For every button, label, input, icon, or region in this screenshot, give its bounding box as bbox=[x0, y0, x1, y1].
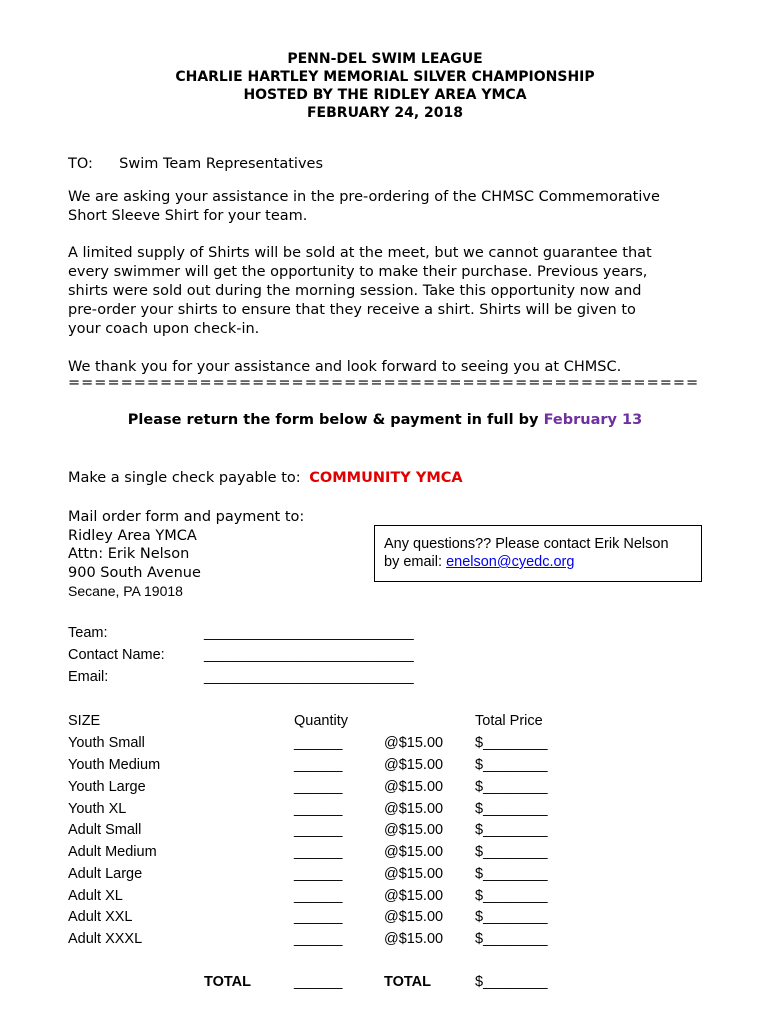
order-row-size: Youth Small bbox=[68, 735, 145, 751]
to-label: TO: bbox=[68, 156, 93, 172]
team-field[interactable]: __________________________ bbox=[204, 625, 414, 641]
total-label-price: TOTAL bbox=[384, 974, 431, 990]
contact-name-field[interactable]: __________________________ bbox=[204, 647, 414, 663]
order-row-total[interactable]: $________ bbox=[475, 735, 548, 751]
order-row-qty[interactable]: ______ bbox=[294, 844, 343, 860]
order-row-qty[interactable]: ______ bbox=[294, 909, 343, 925]
order-row-size: Adult XXL bbox=[68, 909, 133, 925]
questions-text: Any questions?? Please contact Erik Nelson bbox=[384, 536, 669, 552]
order-row-total[interactable]: $________ bbox=[475, 757, 548, 773]
order-row-total[interactable]: $________ bbox=[475, 779, 548, 795]
order-row-qty[interactable]: ______ bbox=[294, 779, 343, 795]
order-row-total[interactable]: $________ bbox=[475, 866, 548, 882]
team-label: Team: bbox=[68, 625, 108, 641]
paragraph-line: We are asking your assistance in the pre-ordering of the CHMSC Commemorative bbox=[68, 189, 660, 205]
total-price-header: Total Price bbox=[475, 713, 543, 729]
order-row-total[interactable]: $________ bbox=[475, 844, 548, 860]
paragraph-line: shirts were sold out during the morning session. Take this opportunity now and bbox=[68, 283, 642, 299]
order-row-price: @$15.00 bbox=[384, 866, 444, 882]
mail-city: Secane, PA 19018 bbox=[68, 583, 183, 599]
check-payable bbox=[68, 470, 463, 486]
order-row-size: Adult Large bbox=[68, 866, 143, 882]
order-row-price: @$15.00 bbox=[384, 801, 444, 817]
email-field[interactable]: __________________________ bbox=[204, 669, 414, 685]
check-payee: COMMUNITY YMCA bbox=[309, 470, 463, 486]
paragraph-line: pre-order your shirts to ensure that they receive a shirt. Shirts will be given to bbox=[68, 302, 636, 318]
paragraph-supply bbox=[68, 244, 708, 339]
deadline-date: February 13 bbox=[543, 412, 643, 428]
order-row-price: @$15.00 bbox=[384, 735, 444, 751]
order-row-price: @$15.00 bbox=[384, 909, 444, 925]
size-header: SIZE bbox=[68, 713, 101, 729]
order-row-size: Adult Medium bbox=[68, 844, 157, 860]
order-row-qty[interactable]: ______ bbox=[294, 757, 343, 773]
total-quantity-field[interactable]: ______ bbox=[294, 974, 343, 990]
header-championship: CHARLIE HARTLEY MEMORIAL SILVER CHAMPIONSHIP bbox=[175, 69, 595, 85]
order-row-total[interactable]: $________ bbox=[475, 801, 548, 817]
order-row-qty[interactable]: ______ bbox=[294, 822, 343, 838]
questions-prefix: by email: bbox=[384, 554, 443, 570]
paragraph-thanks: We thank you for your assistance and look forward to seeing you at CHMSC. bbox=[68, 359, 622, 375]
order-row-size: Adult Small bbox=[68, 822, 142, 838]
email-label: Email: bbox=[68, 669, 109, 685]
header-date: FEBRUARY 24, 2018 bbox=[306, 105, 464, 121]
mail-line: Attn: Erik Nelson bbox=[68, 546, 190, 562]
contact-email-link[interactable]: enelson@cyedc.org bbox=[446, 554, 575, 570]
mail-line: 900 South Avenue bbox=[68, 564, 201, 581]
deadline-notice bbox=[0, 412, 770, 428]
order-row-price: @$15.00 bbox=[384, 757, 444, 773]
order-row-size: Adult XXXL bbox=[68, 931, 143, 947]
order-row-qty[interactable]: ______ bbox=[294, 801, 343, 817]
order-row-price: @$15.00 bbox=[384, 844, 444, 860]
order-row-price: @$15.00 bbox=[384, 822, 444, 838]
letter-header bbox=[0, 50, 770, 122]
header-league: PENN-DEL SWIM LEAGUE bbox=[287, 51, 483, 67]
mail-line: Ridley Area YMCA bbox=[68, 527, 197, 544]
order-row-total[interactable]: $________ bbox=[475, 822, 548, 838]
mail-intro: Mail order form and payment to: bbox=[68, 509, 305, 525]
paragraph-line: your coach upon check-in. bbox=[68, 321, 260, 337]
to-value: Swim Team Representatives bbox=[119, 156, 324, 172]
order-row-total[interactable]: $________ bbox=[475, 888, 548, 904]
quantity-header: Quantity bbox=[294, 713, 348, 729]
deadline-text: Please return the form below & payment in full by bbox=[127, 412, 539, 428]
paragraph-line: Short Sleeve Shirt for your team. bbox=[68, 208, 308, 224]
order-row-size: Youth Large bbox=[68, 779, 146, 795]
order-row-price: @$15.00 bbox=[384, 931, 444, 947]
questions-box bbox=[374, 525, 702, 582]
order-row-price: @$15.00 bbox=[384, 888, 444, 904]
paragraph-line: every swimmer will get the opportunity to make their purchase. Previous years, bbox=[68, 264, 648, 280]
order-row-size: Youth Medium bbox=[68, 757, 161, 773]
paragraph-request bbox=[68, 188, 708, 226]
order-row-size: Adult XL bbox=[68, 888, 123, 904]
order-row-qty[interactable]: ______ bbox=[294, 931, 343, 947]
order-row-qty[interactable]: ______ bbox=[294, 866, 343, 882]
total-amount-field[interactable]: $________ bbox=[475, 974, 548, 990]
header-host: HOSTED BY THE RIDLEY AREA YMCA bbox=[243, 87, 527, 103]
order-row-size: Youth XL bbox=[68, 801, 127, 817]
check-text: Make a single check payable to: bbox=[68, 470, 301, 486]
order-row-qty[interactable]: ______ bbox=[294, 888, 343, 904]
order-row-qty[interactable]: ______ bbox=[294, 735, 343, 751]
contact-name-label: Contact Name: bbox=[68, 647, 165, 663]
separator-rule: ================================================ bbox=[68, 375, 700, 391]
paragraph-line: A limited supply of Shirts will be sold at the meet, but we cannot guarantee that bbox=[68, 245, 652, 261]
to-line bbox=[68, 156, 323, 172]
order-row-total[interactable]: $________ bbox=[475, 931, 548, 947]
order-row-price: @$15.00 bbox=[384, 779, 444, 795]
mail-address bbox=[68, 508, 304, 582]
total-label-quantity: TOTAL bbox=[204, 974, 251, 990]
order-row-total[interactable]: $________ bbox=[475, 909, 548, 925]
